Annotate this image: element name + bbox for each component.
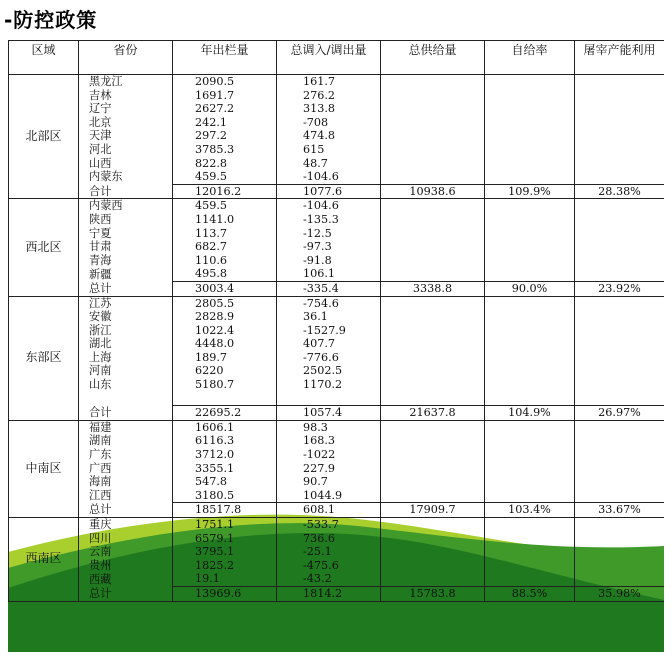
capacity-cell [575,199,665,213]
province-cell: 江西 [79,489,173,503]
self-rate-cell [485,102,575,116]
header-output: 年出栏量 [173,41,277,75]
region-name: 西南区 [9,518,79,602]
output-cell: 3795.1 [173,545,277,559]
self-rate-cell [485,545,575,559]
output-cell: 459.5 [173,170,277,184]
self-rate-cell [485,213,575,227]
supply-cell [381,559,485,573]
province-cell: 新疆 [79,267,173,281]
capacity-cell [575,129,665,143]
province-cell: 北京 [79,116,173,130]
self-rate-cell [485,434,575,448]
self-rate-cell [485,199,575,213]
flow-cell: -533.7 [277,518,381,532]
province-cell: 陕西 [79,213,173,227]
province-cell: 广西 [79,462,173,476]
output-cell: 4448.0 [173,337,277,351]
total-capacity: 33.67% [575,503,665,518]
self-rate-cell [485,227,575,241]
table-row [9,296,665,310]
capacity-cell [575,310,665,324]
flow-cell: -475.6 [277,559,381,573]
supply-cell [381,89,485,103]
capacity-cell [575,475,665,489]
output-cell: 3355.1 [173,462,277,476]
output-cell: 1691.7 [173,89,277,103]
output-cell: 113.7 [173,227,277,241]
province-cell: 安徽 [79,310,173,324]
capacity-cell [575,462,665,476]
table-row [9,227,665,241]
supply-cell [381,420,485,434]
table-row [9,143,665,157]
total-supply: 10938.6 [381,184,485,199]
table-row [9,420,665,434]
flow-cell: 407.7 [277,337,381,351]
table-row [9,199,665,213]
output-cell: 3180.5 [173,489,277,503]
output-cell: 2805.5 [173,296,277,310]
supply-cell [381,378,485,392]
flow-cell: 36.1 [277,310,381,324]
self-rate-cell [485,364,575,378]
table-row [9,462,665,476]
supply-cell [381,213,485,227]
self-rate-cell [485,489,575,503]
province-cell: 海南 [79,475,173,489]
table-row [9,129,665,143]
header-self-rate: 自给率 [485,41,575,75]
capacity-cell [575,170,665,184]
flow-cell: -754.6 [277,296,381,310]
province-cell: 广东 [79,448,173,462]
flow-cell: -1527.9 [277,324,381,338]
total-output: 13969.6 [173,586,277,601]
self-rate-cell [485,267,575,281]
supply-cell [381,337,485,351]
supply-cell [381,310,485,324]
capacity-cell [575,324,665,338]
total-output: 22695.2 [173,406,277,421]
output-cell: 6116.3 [173,434,277,448]
output-cell: 495.8 [173,267,277,281]
province-cell: 重庆 [79,518,173,532]
supply-cell [381,545,485,559]
province-cell: 吉林 [79,89,173,103]
output-cell: 822.8 [173,157,277,171]
capacity-cell [575,213,665,227]
capacity-cell [575,296,665,310]
self-rate-cell [485,254,575,268]
supply-cell [381,434,485,448]
supply-cell [381,129,485,143]
self-rate-cell [485,420,575,434]
total-flow: 1057.4 [277,406,381,421]
supply-cell [381,489,485,503]
flow-cell: 168.3 [277,434,381,448]
output-cell: 189.7 [173,351,277,365]
total-label: 总计 [79,586,173,601]
capacity-cell [575,102,665,116]
supply-table-panel [8,40,664,652]
province-cell: 内蒙西 [79,199,173,213]
province-cell: 四川 [79,532,173,546]
flow-cell: 2502.5 [277,364,381,378]
table-row [9,89,665,103]
table-row [9,448,665,462]
supply-table [8,40,664,602]
flow-cell: 90.7 [277,475,381,489]
capacity-cell [575,559,665,573]
total-label: 合计 [79,184,173,199]
blank-row [9,392,665,406]
flow-cell: 1170.2 [277,378,381,392]
self-rate-cell [485,143,575,157]
self-rate-cell [485,129,575,143]
table-row [9,254,665,268]
self-rate-cell [485,116,575,130]
table-row [9,559,665,573]
table-header-row [9,41,665,75]
total-supply: 17909.7 [381,503,485,518]
total-self-rate: 90.0% [485,281,575,296]
flow-cell: 48.7 [277,157,381,171]
total-output: 18517.8 [173,503,277,518]
capacity-cell [575,337,665,351]
province-cell: 湖北 [79,337,173,351]
table-row [9,434,665,448]
self-rate-cell [485,240,575,254]
supply-cell [381,572,485,586]
supply-cell [381,157,485,171]
flow-cell: 227.9 [277,462,381,476]
page-title: -防控政策 [4,8,98,32]
capacity-cell [575,532,665,546]
province-cell: 福建 [79,420,173,434]
flow-cell: -25.1 [277,545,381,559]
output-cell: 1825.2 [173,559,277,573]
flow-cell: -97.3 [277,240,381,254]
output-cell: 2627.2 [173,102,277,116]
province-cell: 天津 [79,129,173,143]
flow-cell: 98.3 [277,420,381,434]
province-cell: 甘肃 [79,240,173,254]
capacity-cell [575,572,665,586]
self-rate-cell [485,324,575,338]
capacity-cell [575,364,665,378]
self-rate-cell [485,378,575,392]
self-rate-cell [485,448,575,462]
flow-cell: -135.3 [277,213,381,227]
total-capacity: 35.98% [575,586,665,601]
province-cell: 江苏 [79,296,173,310]
capacity-cell [575,545,665,559]
table-row [9,351,665,365]
flow-cell: 615 [277,143,381,157]
total-row [9,406,665,421]
table-row [9,157,665,171]
province-cell: 湖南 [79,434,173,448]
flow-cell: 106.1 [277,267,381,281]
header-flow: 总调入/调出量 [277,41,381,75]
total-capacity: 28.38% [575,184,665,199]
flow-cell: 1044.9 [277,489,381,503]
capacity-cell [575,75,665,89]
flow-cell: 161.7 [277,75,381,89]
total-flow: 608.1 [277,503,381,518]
table-row [9,102,665,116]
output-cell: 297.2 [173,129,277,143]
capacity-cell [575,351,665,365]
self-rate-cell [485,75,575,89]
table-row [9,170,665,184]
flow-cell: -91.8 [277,254,381,268]
province-cell: 贵州 [79,559,173,573]
total-label: 总计 [79,503,173,518]
province-cell: 西藏 [79,572,173,586]
province-cell: 山西 [79,157,173,171]
output-cell: 459.5 [173,199,277,213]
table-row [9,337,665,351]
total-row [9,586,665,601]
header-capacity: 屠宰产能利用 [575,41,665,75]
total-self-rate: 88.5% [485,586,575,601]
supply-cell [381,518,485,532]
capacity-cell [575,434,665,448]
total-supply: 3338.8 [381,281,485,296]
total-label: 总计 [79,281,173,296]
blank-cell [485,392,575,406]
table-row [9,532,665,546]
output-cell: 242.1 [173,116,277,130]
self-rate-cell [485,170,575,184]
output-cell: 1022.4 [173,324,277,338]
capacity-cell [575,157,665,171]
province-cell: 河北 [79,143,173,157]
supply-cell [381,475,485,489]
supply-cell [381,462,485,476]
supply-cell [381,102,485,116]
total-output: 3003.4 [173,281,277,296]
capacity-cell [575,116,665,130]
region-name: 西北区 [9,199,79,296]
supply-cell [381,267,485,281]
output-cell: 3785.3 [173,143,277,157]
total-label: 合计 [79,406,173,421]
blank-cell [381,392,485,406]
flow-cell: 736.6 [277,532,381,546]
flow-cell: -104.6 [277,170,381,184]
total-capacity: 23.92% [575,281,665,296]
self-rate-cell [485,157,575,171]
table-row [9,116,665,130]
output-cell: 2090.5 [173,75,277,89]
province-cell: 宁夏 [79,227,173,241]
supply-cell [381,364,485,378]
supply-cell [381,351,485,365]
supply-cell [381,532,485,546]
blank-cell [173,392,277,406]
flow-cell: 474.8 [277,129,381,143]
supply-cell [381,296,485,310]
capacity-cell [575,143,665,157]
output-cell: 1606.1 [173,420,277,434]
header-region: 区域 [9,41,79,75]
province-cell: 黑龙江 [79,75,173,89]
header-province: 省份 [79,41,173,75]
province-cell: 浙江 [79,324,173,338]
province-cell: 上海 [79,351,173,365]
capacity-cell [575,227,665,241]
output-cell: 3712.0 [173,448,277,462]
table-row [9,572,665,586]
total-flow: 1077.6 [277,184,381,199]
self-rate-cell [485,572,575,586]
header-supply: 总供给量 [381,41,485,75]
capacity-cell [575,267,665,281]
table-row [9,518,665,532]
flow-cell: 313.8 [277,102,381,116]
output-cell: 6220 [173,364,277,378]
output-cell: 1751.1 [173,518,277,532]
self-rate-cell [485,532,575,546]
table-row [9,378,665,392]
table-row [9,267,665,281]
supply-cell [381,254,485,268]
capacity-cell [575,240,665,254]
total-supply: 21637.8 [381,406,485,421]
output-cell: 1141.0 [173,213,277,227]
region-name: 东部区 [9,296,79,420]
table-row [9,310,665,324]
table-row [9,364,665,378]
self-rate-cell [485,559,575,573]
supply-cell [381,170,485,184]
total-supply: 15783.8 [381,586,485,601]
self-rate-cell [485,462,575,476]
region-name: 中南区 [9,420,79,517]
capacity-cell [575,448,665,462]
blank-cell [79,392,173,406]
supply-cell [381,324,485,338]
supply-cell [381,199,485,213]
table-row [9,489,665,503]
self-rate-cell [485,337,575,351]
self-rate-cell [485,89,575,103]
capacity-cell [575,89,665,103]
province-cell: 山东 [79,378,173,392]
capacity-cell [575,378,665,392]
supply-cell [381,116,485,130]
total-flow: -335.4 [277,281,381,296]
total-row [9,184,665,199]
total-row [9,281,665,296]
flow-cell: -776.6 [277,351,381,365]
table-body [9,75,665,602]
capacity-cell [575,254,665,268]
supply-cell [381,240,485,254]
self-rate-cell [485,296,575,310]
table-row [9,324,665,338]
flow-cell: -1022 [277,448,381,462]
capacity-cell [575,518,665,532]
province-cell: 辽宁 [79,102,173,116]
self-rate-cell [485,518,575,532]
flow-cell: -708 [277,116,381,130]
total-capacity: 26.97% [575,406,665,421]
output-cell: 2828.9 [173,310,277,324]
supply-cell [381,75,485,89]
table-row [9,240,665,254]
capacity-cell [575,420,665,434]
table-row [9,475,665,489]
self-rate-cell [485,351,575,365]
province-cell: 内蒙东 [79,170,173,184]
region-name: 北部区 [9,75,79,199]
province-cell: 河南 [79,364,173,378]
capacity-cell [575,489,665,503]
province-cell: 云南 [79,545,173,559]
flow-cell: 276.2 [277,89,381,103]
total-self-rate: 109.9% [485,184,575,199]
table-row [9,213,665,227]
supply-cell [381,227,485,241]
supply-cell [381,448,485,462]
table-row [9,545,665,559]
blank-cell [575,392,665,406]
province-cell: 青海 [79,254,173,268]
output-cell: 6579.1 [173,532,277,546]
total-output: 12016.2 [173,184,277,199]
blank-cell [277,392,381,406]
self-rate-cell [485,310,575,324]
flow-cell: -104.6 [277,199,381,213]
output-cell: 682.7 [173,240,277,254]
total-flow: 1814.2 [277,586,381,601]
output-cell: 5180.7 [173,378,277,392]
flow-cell: -43.2 [277,572,381,586]
output-cell: 110.6 [173,254,277,268]
total-self-rate: 103.4% [485,503,575,518]
output-cell: 19.1 [173,572,277,586]
self-rate-cell [485,475,575,489]
supply-cell [381,143,485,157]
flow-cell: -12.5 [277,227,381,241]
output-cell: 547.8 [173,475,277,489]
total-self-rate: 104.9% [485,406,575,421]
total-row [9,503,665,518]
table-row [9,75,665,89]
